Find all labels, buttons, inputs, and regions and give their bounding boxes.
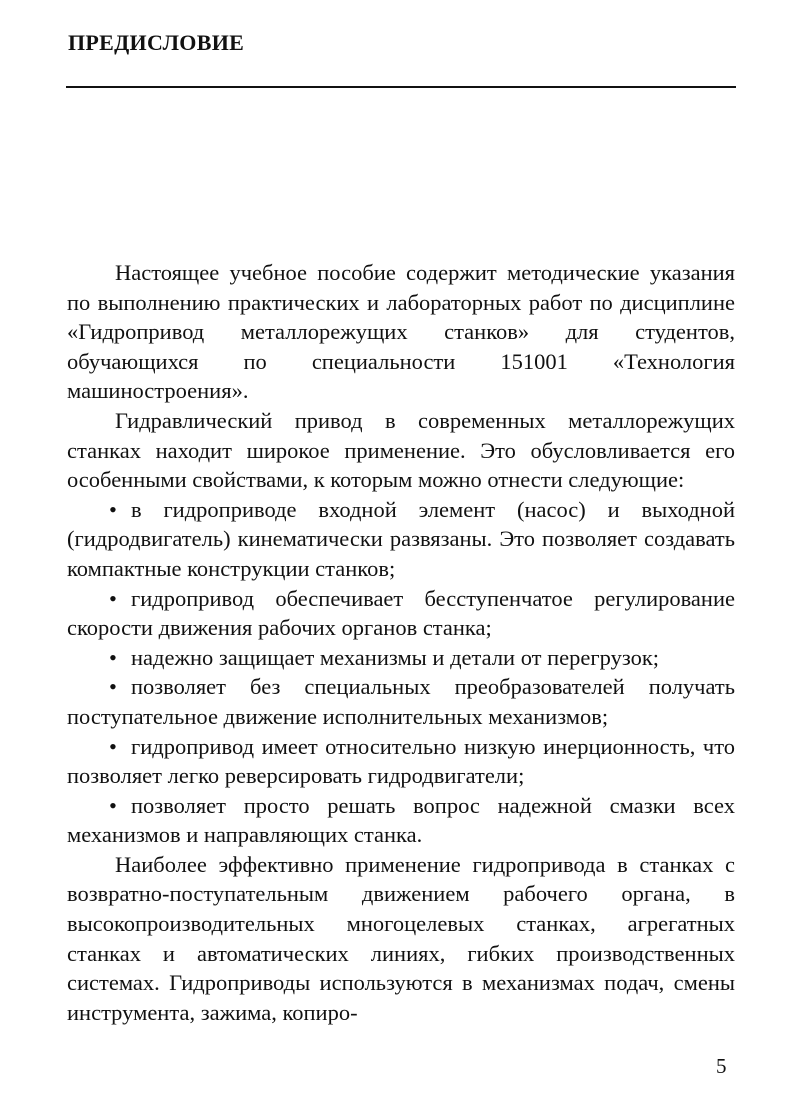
bullet-icon: • xyxy=(109,644,117,670)
list-item xyxy=(67,643,735,673)
list-item-text: надежно защищает механизмы и детали от перегрузок; xyxy=(131,644,660,670)
page-title: ПРЕДИСЛОВИЕ xyxy=(68,30,245,55)
list-item xyxy=(67,791,735,850)
body-text xyxy=(67,258,735,1027)
page-number: 5 xyxy=(716,1054,727,1078)
list-item xyxy=(67,584,735,643)
list-item xyxy=(67,672,735,731)
list-item-text: позволяет без специальных преобразователей получать поступательное движение исполнительных механизмов; xyxy=(67,674,735,729)
properties-list xyxy=(67,495,735,850)
bullet-icon: • xyxy=(109,792,117,818)
paragraph-applications: Наиболее эффективно применение гидропривода в станках с возвратно-поступательным движением рабочего органа, в высокопроизводительных многоцелевых станках, агрегатных станках и автоматических линиях, гибких производственных системах. Гидроприводы используются в механизмах подач, смены инструмента, зажима, копиро- xyxy=(67,851,735,1025)
list-item-text: позволяет просто решать вопрос надежной смазки всех механизмов и направляющих станка. xyxy=(67,792,735,848)
bullet-icon: • xyxy=(109,733,117,759)
bullet-icon: • xyxy=(109,496,117,522)
bullet-icon: • xyxy=(109,585,117,611)
list-item xyxy=(67,732,735,791)
list-item-text: гидропривод обеспечивает бесступенчатое регулирование скорости движения рабочих органов станка; xyxy=(67,585,735,641)
list-item-text: гидропривод имеет относительно низкую инерционность, что позволяет легко реверсировать гидродвигатели; xyxy=(67,733,735,789)
list-item-text: в гидроприводе входной элемент (насос) и выходной (гидродвигатель) кинематически развязаны. Это позволяет создавать компактные конструкции станков; xyxy=(67,496,735,581)
title-divider xyxy=(66,86,736,88)
paragraph-properties: Гидравлический привод в современных металлорежущих станках находит широкое применение. Это обусловливается его особенными свойствами, к которым можно отнести следующие: xyxy=(67,407,735,493)
bullet-icon: • xyxy=(109,674,117,700)
list-item xyxy=(67,495,735,584)
paragraph-intro: Настоящее учебное пособие содержит методические указания по выполнению практических и лабораторных работ по дисциплине «Гидропривод металлорежущих станков» для студентов, обучающихся по специальности 151001 «Технология машиностроения». xyxy=(67,260,735,404)
